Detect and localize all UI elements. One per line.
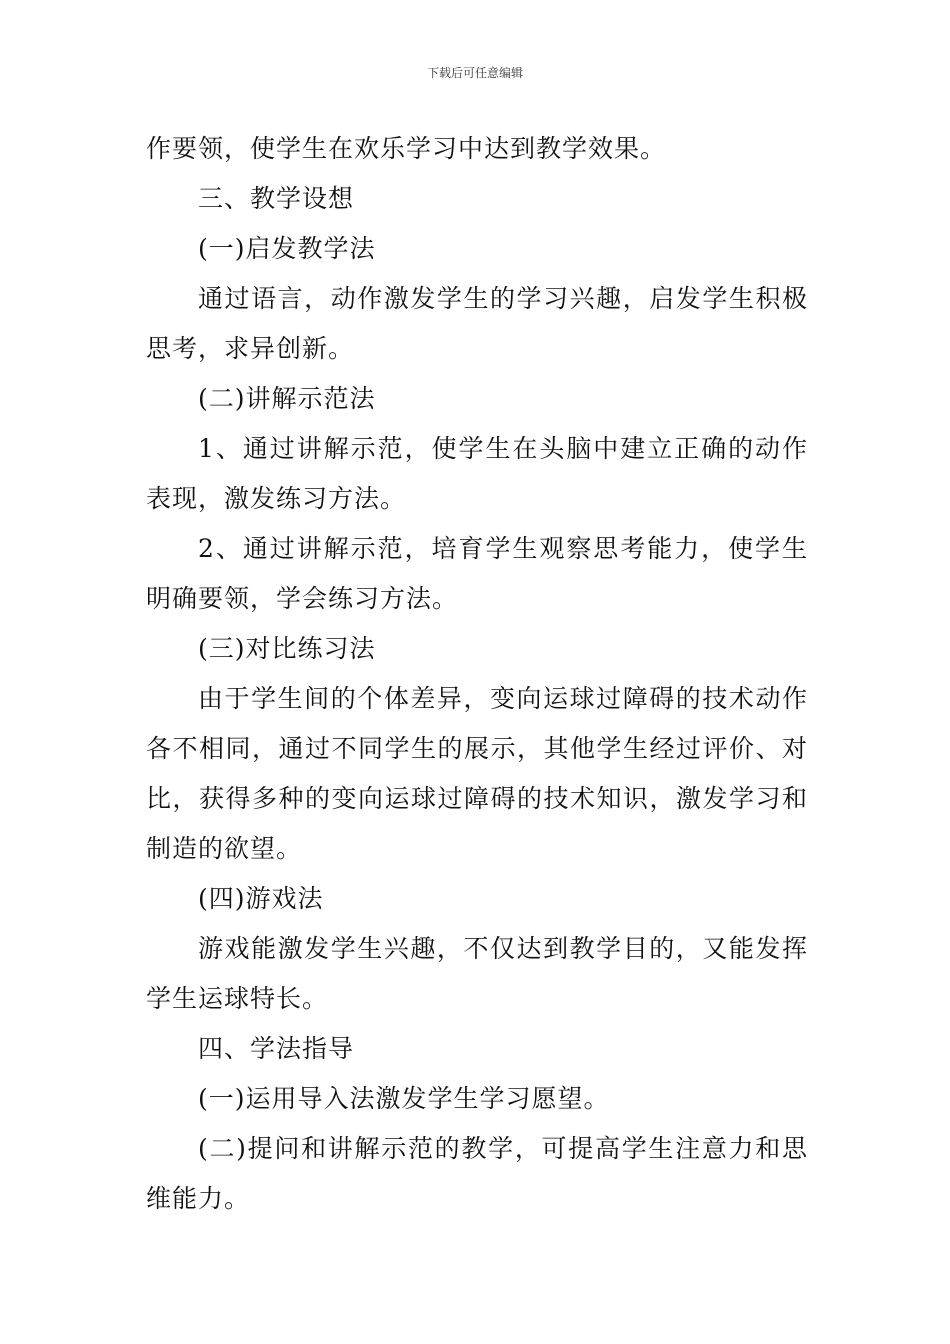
section-heading: 四、学法指导 [198, 1034, 355, 1063]
section-heading: 三、教学设想 [198, 184, 355, 213]
paragraph: 作要领，使学生在欢乐学习中达到教学效果。 [146, 134, 667, 163]
paragraph: (二)提问和讲解示范的教学，可提高学生注意力和思维能力。 [146, 1134, 808, 1213]
document-body [146, 124, 808, 1224]
paragraph: 游戏能激发学生兴趣，不仅达到教学目的，又能发挥学生运球特长。 [146, 934, 808, 1013]
subsection-heading: (一)启发教学法 [198, 234, 376, 263]
subsection-heading: (二)讲解示范法 [198, 384, 376, 413]
paragraph: 由于学生间的个体差异，变向运球过障碍的技术动作各不相同，通过不同学生的展示，其他学生经过评价、对比，获得多种的变向运球过障碍的技术知识，激发学习和制造的欲望。 [146, 684, 808, 863]
paragraph: 通过语言，动作激发学生的学习兴趣，启发学生积极思考，求异创新。 [146, 284, 808, 363]
paragraph: 2、通过讲解示范，培育学生观察思考能力，使学生明确要领，学会练习方法。 [146, 534, 808, 613]
page-header: 下载后可任意编辑 [426, 66, 523, 80]
subsection-heading: (三)对比练习法 [198, 634, 376, 663]
paragraph: 1、通过讲解示范，使学生在头脑中建立正确的动作表现，激发练习方法。 [146, 434, 808, 513]
paragraph: (一)运用导入法激发学生学习愿望。 [198, 1084, 610, 1113]
subsection-heading: (四)游戏法 [198, 884, 324, 913]
